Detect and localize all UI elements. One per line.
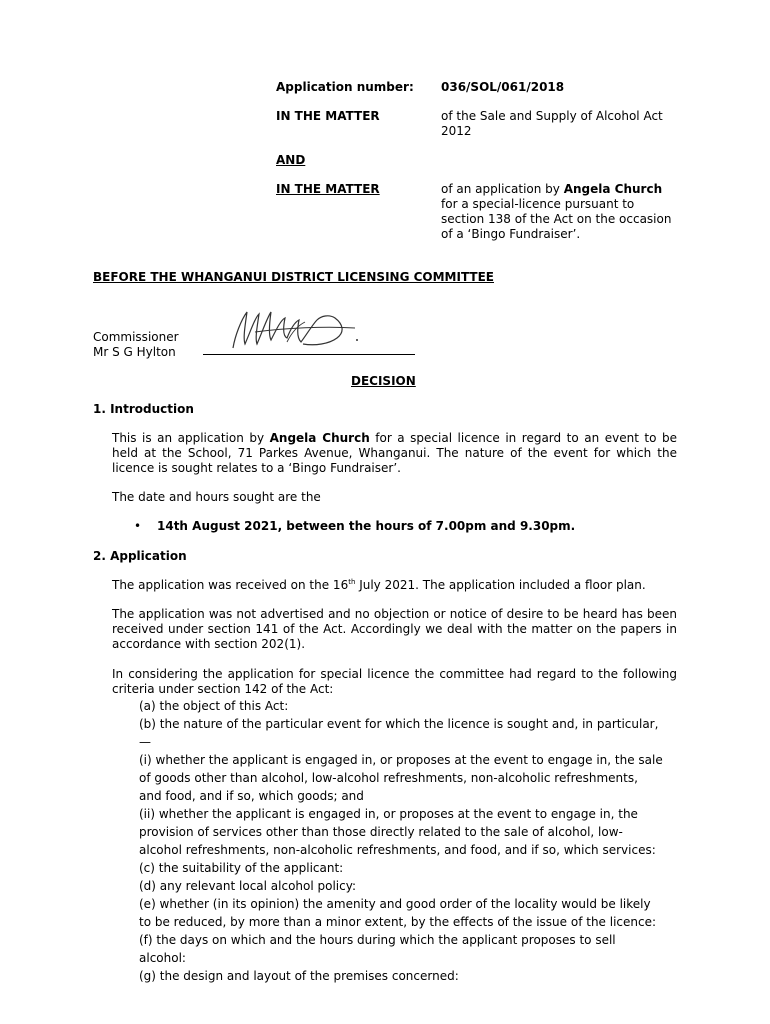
- application-number-value: 036/SOL/061/2018: [441, 80, 565, 94]
- application-paragraph-1: [112, 578, 646, 593]
- criteria-item: (f) the days on which and the hours during which the applicant proposes to sell alcohol:: [139, 933, 616, 965]
- matter-label-2: IN THE MATTER: [276, 182, 380, 196]
- intro-applicant-name: Angela Church: [269, 431, 370, 445]
- criteria-item: (c) the suitability of the applicant:: [139, 861, 344, 875]
- intro-p1a: This is an application by: [112, 431, 270, 445]
- criteria-list: [139, 697, 664, 985]
- commissioner-name: Mr S G Hylton: [93, 345, 176, 359]
- app-p1b: July 2021. The application included a floor plan.: [355, 578, 646, 592]
- commissioner-title: Commissioner: [93, 330, 179, 344]
- matter-text-2b: for a special-licence pursuant to section 138 of the Act on the occasion of a ‘Bingo Fundraiser’.: [441, 197, 672, 241]
- application-number-label: Application number:: [276, 80, 414, 94]
- intro-paragraph-2: The date and hours sought are the: [112, 490, 321, 504]
- section-heading-application: 2. Application: [93, 549, 187, 563]
- matter-text-2: [441, 182, 681, 242]
- intro-paragraph-1: [112, 431, 677, 476]
- application-paragraph-3: In considering the application for special licence the committee had regard to the following criteria under section 142 of the Act:: [112, 667, 677, 696]
- matter-text-1: of the Sale and Supply of Alcohol Act 2012: [441, 109, 663, 138]
- criteria-item: (d) any relevant local alcohol policy:: [139, 879, 357, 893]
- criteria-item: (i) whether the applicant is engaged in, or proposes at the event to engage in, the sale of goods other than alcohol, low-alcohol refreshments, non-alcoholic refreshments, and food, and if so, which goods; and: [139, 753, 663, 803]
- bullet-icon: •: [134, 519, 142, 533]
- signature-line: [203, 354, 415, 355]
- criteria-item: (a) the object of this Act:: [139, 699, 289, 713]
- criteria-item: (e) whether (in its opinion) the amenity and good order of the locality would be likely to be reduced, by more than a minor extent, by the effects of the issue of the licence:: [139, 897, 657, 929]
- signature-image: [225, 298, 375, 360]
- criteria-item: (g) the design and layout of the premises concerned:: [139, 969, 459, 983]
- intro-bullet-item: 14th August 2021, between the hours of 7.00pm and 9.30pm.: [157, 519, 576, 533]
- applicant-name: Angela Church: [563, 182, 663, 196]
- matter-text-2a: of an application by: [441, 182, 564, 196]
- app-p1-sup: th: [348, 578, 356, 586]
- intro-p1b: for a special licence in regard to an event to be held at the School, 71 Parkes Avenue, Whanganui. The nature of the event for which the licence is sought relates to a ‘Bingo Fundraiser’.: [112, 431, 677, 475]
- criteria-item: (b) the nature of the particular event for which the licence is sought and, in particular,—: [139, 717, 659, 749]
- and-label: AND: [276, 153, 306, 167]
- decision-heading: DECISION: [351, 374, 416, 388]
- matter-label-1: IN THE MATTER: [276, 109, 380, 123]
- criteria-item: (ii) whether the applicant is engaged in, or proposes at the event to engage in, the provision of services other than those directly related to the sale of alcohol, low-alcohol refreshments, non-alcoholic refreshments, and food, and if so, which services:: [139, 807, 656, 857]
- section-heading-introduction: 1. Introduction: [93, 402, 194, 416]
- application-paragraph-2: The application was not advertised and no objection or notice of desire to be heard has been received under section 141 of the Act. Accordingly we deal with the matter on the papers in accordance with section 202(1).: [112, 607, 677, 651]
- app-p1a: The application was received on the 16: [112, 578, 349, 592]
- before-committee-heading: BEFORE THE WHANGANUI DISTRICT LICENSING COMMITTEE: [93, 270, 494, 284]
